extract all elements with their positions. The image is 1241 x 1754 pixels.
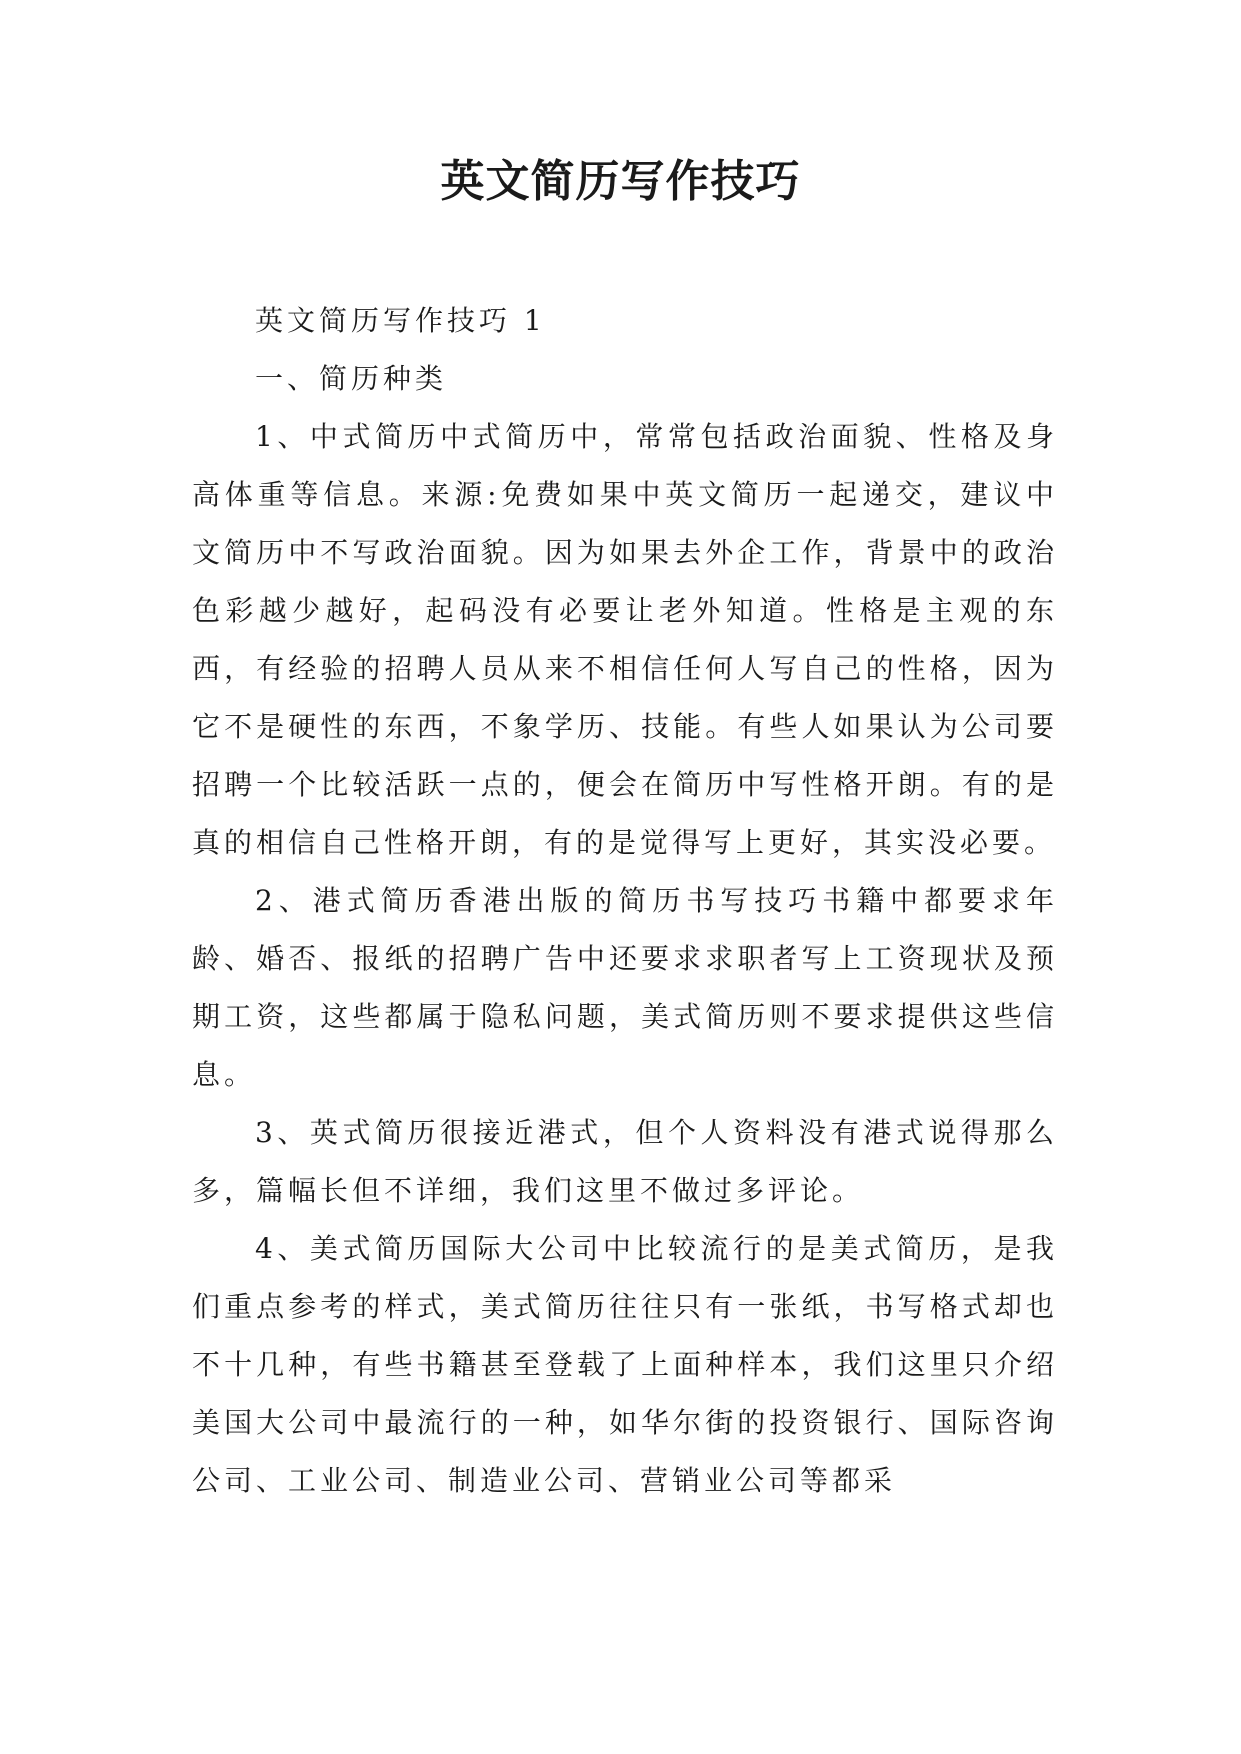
paragraph-british-resume: 3、英式简历很接近港式，但个人资料没有港式说得那么多，篇幅长但不详细，我们这里不做过多评论。 [192,1116,1058,1207]
document-body [192,292,1058,1510]
section-heading: 英文简历写作技巧 1 [255,304,546,337]
document-title: 英文简历写作技巧 [440,156,801,207]
subsection-heading: 一、简历种类 [255,362,448,395]
paragraph-american-resume: 4、美式简历国际大公司中比较流行的是美式简历，是我们重点参考的样式，美式简历往往只有一张纸，书写格式却也不十几种，有些书籍甚至登载了上面种样本，我们这里只介绍美国大公司中最流行的一种，如华尔街的投资银行、国际咨询公司、工业公司、制造业公司、营销业公司等都采 [192,1232,1058,1497]
paragraph-chinese-resume: 1、中式简历中式简历中，常常包括政治面貌、性格及身高体重等信息。来源:免费如果中英文简历一起递交，建议中文简历中不写政治面貌。因为如果去外企工作，背景中的政治色彩越少越好，起码没有必要让老外知道。性格是主观的东西，有经验的招聘人员从来不相信任何人写自己的性格，因为它不是硬性的东西，不象学历、技能。有些人如果认为公司要招聘一个比较活跃一点的，便会在简历中写性格开朗。有的是真的相信自己性格开朗，有的是觉得写上更好，其实没必要。 [192,420,1058,859]
paragraph-hongkong-resume: 2、港式简历香港出版的简历书写技巧书籍中都要求年龄、婚否、报纸的招聘广告中还要求求职者写上工资现状及预期工资，这些都属于隐私问题，美式简历则不要求提供这些信息。 [192,884,1058,1091]
